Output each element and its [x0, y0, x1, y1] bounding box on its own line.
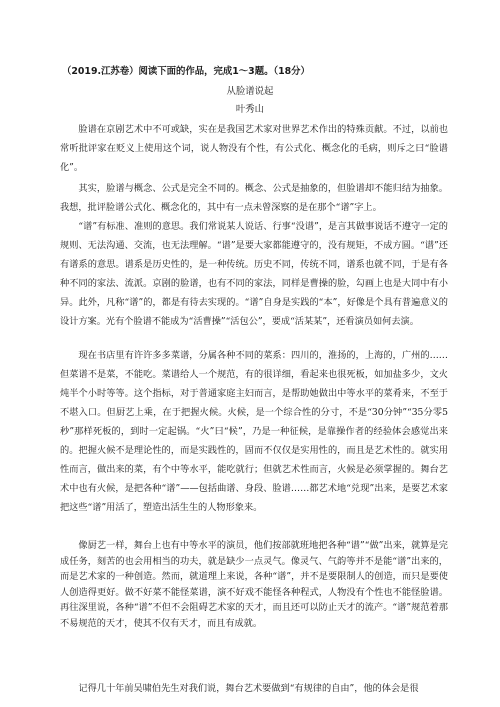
question-header: （2019.江苏卷）阅读下面的作品，完成1～3题。（18分）: [62, 66, 310, 77]
paragraph-1: 脸谱在京剧艺术中不可或缺，实在是我国艺术家对世界艺术作出的特殊贡献。不过，以前也常听批评家在贬义上使用这个词，说人物没有个性，有公式化、概念化的毛病，则斥之曰“脸谱化”。: [60, 124, 448, 173]
paragraph-5: 像厨艺一样，舞台上也有中等水平的演员，他们按部就班地把各种“谱”“做”出来，就算是完成任务，刻苦的也会用相当的功夫，就是缺少一点灵气。像灵气、气韵等并不是能“谱”出来的，而是艺术家的一种创造。然而，就道理上来说，各种“谱”，并不是要限制人的创造，而只是要使人创造得更好。做不好菜不能怪菜谱，演不好戏不能怪各种程式，人物没有个性也不能怪脸谱。再往深里说，各种“谱”不但不会阻碍艺术家的天才，而且还可以防止天才的流产。“谱”规范着那不易规范的天才，使其不仅有天才，而且有成就。: [60, 540, 448, 629]
paragraph-3: “谱”有标准、准则的意思。我们常说某人说话、行事“没谱”，是言其做事说话不遵守一定的规则、无法沟通、交流，也无法理解。“谱”是要大家都能遵守的，没有规矩，不成方圆。“谱”还有谱系的意思。谱系是历史性的，是一种传统。历史不同，传统不同，谱系也就不同，于是有各种不同的家法、流派。京剧的脸谱，也有不同的家法，同样是曹操的脸，勾画上也是大同中有小异。此外，凡称“谱”的，都是有待去实现的。“谱”自身是实践的“本”，好像是个具有普遍意义的设计方案。光有个脸谱不能成为“活曹操”“活包公”，要成“活某某”，还看演员如何去演。: [60, 221, 448, 327]
paragraph-2: 其实，脸谱与概念、公式是完全不同的。概念、公式是抽象的，但脸谱却不能归结为抽象。我想，批评脸谱公式化、概念化的，其中有一点未曾深察的是在那个“谱”字上。: [60, 183, 448, 213]
article-title: 从脸谱说起: [226, 86, 274, 97]
paragraph-4: 现在书店里有许许多多菜谱，分属各种不同的菜系：四川的，淮扬的，上海的，广州的……但菜谱不是菜，不能吃。菜谱给人一个规范，有的很详细，看起来也很死板，如加盐多少，文火炖半个小时等等。这个指标，对于普通家庭主妇而言，是帮助她做出中等水平的菜肴来，不至于不堪入口。但厨艺上乘，在于把握火候。火候，是一个综合性的分寸，不是“30分钟”“35分零5秒”那样死板的，到时一定起锅。“火”曰“候”，乃是一种征候，是靠操作者的经验体会感觉出来的。把握火候不是理论性的，而是实践性的，固而不仅仅是实用性的，而且是艺术性的。就实用性而言，做出来的菜，有个中等水平，能吃就行；但就艺术性而言，火候是必须掌握的。舞台艺术中也有火候，是把各种“谱”——包括曲谱、身段、脸谱……都艺术地“兑现”出来，是要艺术家把这些“谱”用活了，塑造出活生生的人物形象来。: [60, 350, 448, 513]
article-author: 叶秀山: [235, 104, 265, 115]
paragraph-6: 记得几十年前吴啸伯先生对我们说，舞台艺术要做到“有规律的自由”，他的体会是很: [78, 683, 419, 694]
